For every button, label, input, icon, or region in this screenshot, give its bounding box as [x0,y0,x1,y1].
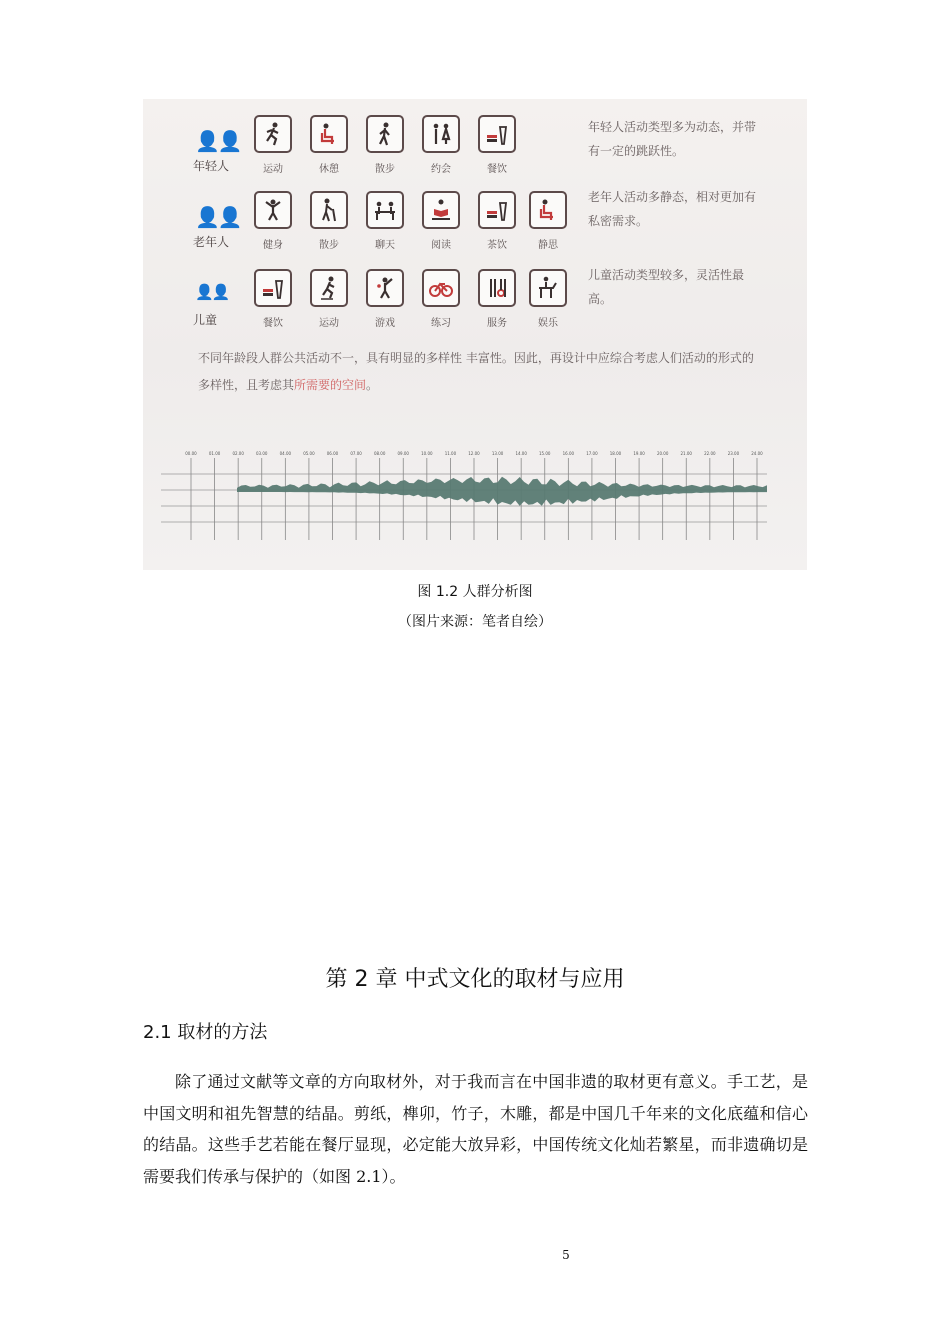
group-row-children [143,263,807,343]
activity-item [309,115,349,175]
tick-label: 18.00 [609,451,622,456]
group-description: 儿童活动类型较多，灵活性最高。 [588,268,745,306]
activity-icon-box [254,191,292,229]
activity-item [253,269,293,329]
tick-label: 06.00 [326,451,339,456]
meditate-seat-icon [535,197,561,223]
activity-label: 散步 [319,240,339,251]
tick-label: 11.00 [444,451,457,456]
activity-item [421,115,461,175]
skating-icon [316,275,342,301]
group-row-young [143,109,807,189]
activity-icon-box [310,115,348,153]
dining-icon [484,121,510,147]
reading-icon [428,197,454,223]
activity-icon-box [366,115,404,153]
activity-label: 娱乐 [538,318,558,329]
tick-label: 12.00 [468,451,480,456]
activity-item [253,191,293,251]
activity-timeline-chart [143,444,807,564]
figure-caption: 图 1.2 人群分析图 [417,584,533,600]
activity-label: 阅读 [431,240,451,251]
tick-label: 17.00 [586,451,598,456]
activity-label: 聊天 [375,240,395,251]
figure-source: （图片来源：笔者自绘） [398,614,552,630]
page-number: 5 [562,1248,570,1262]
activity-label: 餐饮 [487,164,507,175]
activity-icon-box [478,115,516,153]
activity-icon-box [529,269,567,307]
activity-icon-box [422,115,460,153]
group-label: 儿童 [193,313,218,327]
activity-icon-box [310,269,348,307]
service-tools-icon [484,275,510,301]
tick-label: 01.00 [208,451,221,456]
activity-icon-box [478,191,516,229]
activity-icon-box [422,191,460,229]
tick-label: 20.00 [656,451,669,456]
child-icon: 👤👤 [195,283,229,301]
activity-label: 服务 [487,318,507,329]
tick-label: 09.00 [397,451,409,456]
activity-icon-box [366,191,404,229]
chat-icon [372,197,398,223]
tick-label: 22.00 [704,451,716,456]
tick-label: 19.00 [633,451,645,456]
activity-item [309,269,349,329]
activity-icon-box [366,269,404,307]
tick-label: 23.00 [727,451,740,456]
activity-icon-box [254,269,292,307]
activity-item [528,269,568,329]
tick-label: 16.00 [562,451,575,456]
group-label: 老年人 [193,235,230,249]
tick-label: 10.00 [421,451,433,456]
group-description: 年轻人活动类型多为动态，并带有一定的跳跃性。 [588,120,757,158]
tick-label: 04.00 [279,451,292,456]
running-icon [260,121,286,147]
people-icon: 👤👤 [195,129,241,153]
group-label: 年轻人 [193,159,230,173]
activity-label: 休憩 [319,164,339,175]
group-description: 老年人活动多静态，相对更加有私密需求。 [588,190,757,228]
activity-item [477,115,517,175]
activity-label: 静思 [538,240,558,251]
crowd-analysis-figure [143,99,807,570]
tick-label: 05.00 [303,451,315,456]
chapter-title: 第 2 章 中式文化的取材与应用 [325,967,625,992]
activity-icon-box [310,191,348,229]
activity-item [309,191,349,251]
activity-item [253,115,293,175]
activity-item [477,269,517,329]
people-icon: 👤👤 [195,205,241,229]
activity-icon-box [422,269,460,307]
tick-label: 00.00 [185,451,197,456]
fitness-icon [260,197,286,223]
tick-label: 07.00 [350,451,362,456]
tick-label: 24.00 [751,451,763,456]
summary-highlight: 所需要的空间 [294,378,367,392]
group-row-elderly [143,185,807,265]
activity-item [365,269,405,329]
tick-label: 03.00 [256,451,268,456]
activity-label: 练习 [431,318,451,329]
activity-item [421,191,461,251]
activity-icon-box [529,191,567,229]
activity-label: 运动 [319,318,339,329]
activity-icon-box [478,269,516,307]
tick-label: 13.00 [491,451,504,456]
rest-seat-icon [316,121,342,147]
baseball-icon [372,275,398,301]
activity-item [421,269,461,329]
tick-label: 14.00 [515,451,527,456]
dining-icon [260,275,286,301]
activity-wave [237,477,767,506]
couple-icon [428,121,454,147]
walking-cane-icon [316,197,342,223]
activity-label: 游戏 [375,318,395,329]
section-title: 2.1 取材的方法 [143,1022,268,1043]
body-paragraph: 除了通过文献等文章的方向取材外，对于我而言在中国非遗的取材更有意义。手工艺，是中国文明和祖先智慧的结晶。剪纸，榫卯，竹子，木雕，都是中国几千年来的文化底蕴和信心的结晶。这些手艺若能在餐厅显现，必定能大放异彩，中国传统文化灿若繁星，而非遗确切是需要我们传承与保护的（如图 2.1）。 [143,1072,808,1186]
activity-label: 茶饮 [487,240,507,251]
horse-ride-icon [535,275,561,301]
tick-label: 15.00 [539,451,551,456]
walking-icon [372,121,398,147]
activity-item [365,115,405,175]
activity-label: 约会 [431,164,451,175]
activity-label: 运动 [263,164,283,175]
activity-label: 餐饮 [263,318,283,329]
tea-drink-icon [484,197,510,223]
tick-label: 02.00 [232,451,244,456]
bicycle-icon [428,275,454,301]
tick-label: 08.00 [373,451,386,456]
activity-icon-box [254,115,292,153]
activity-label: 健身 [263,240,283,251]
activity-item [477,191,517,251]
activity-item [365,191,405,251]
activity-label: 散步 [375,164,395,175]
activity-item [528,191,568,251]
tick-label: 21.00 [680,451,692,456]
summary-text: 不同年龄段人群公共活动不一，具有明显的多样性 丰富性。因此，再设计中应综合考虑人们活动的形式的多样性，且考虑其所需要的空间。 [198,351,754,392]
